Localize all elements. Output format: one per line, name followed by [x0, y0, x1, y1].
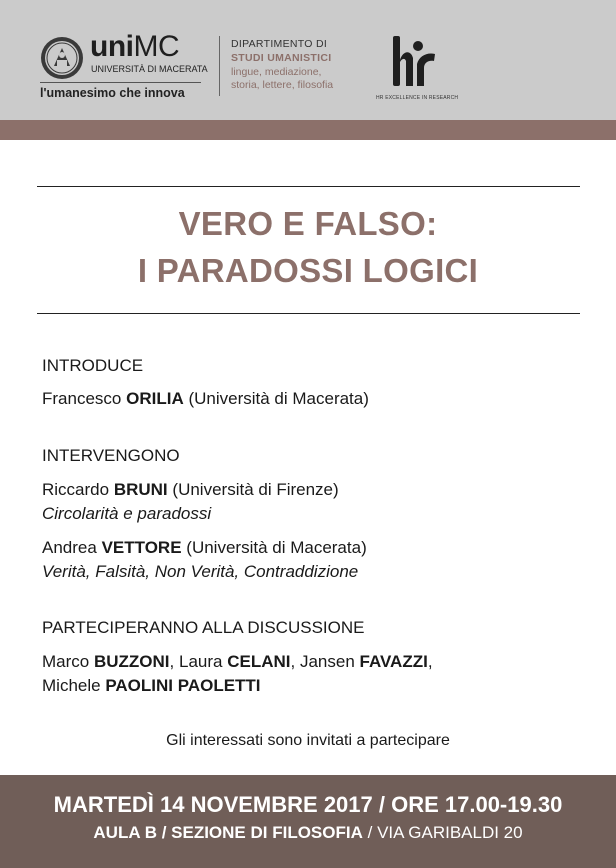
dept-line-3: lingue, mediazione, [231, 66, 322, 78]
discussants-line-2 [42, 676, 261, 696]
location-room: AULA B / SEZIONE DI FILOSOFIA [93, 823, 363, 842]
discussione-heading: PARTECIPERANNO ALLA DISCUSSIONE [42, 618, 365, 637]
introduce-heading: INTRODUCE [42, 356, 144, 375]
discussant-4-first: Michele [42, 676, 101, 695]
speaker-1-talk-title: Circolarità e paradossi [42, 504, 212, 523]
title-rule-bottom [37, 313, 580, 314]
dept-line-2: STUDI UMANISTICI [231, 52, 332, 64]
introducer-affiliation: (Università di Macerata) [188, 389, 369, 408]
discussant-1-last: BUZZONI [93, 652, 170, 671]
speaker-1-affiliation: (Università di Firenze) [172, 480, 339, 499]
title-line-2: I PARADOSSI LOGICI [137, 252, 479, 289]
introducer-last: ORILIA [126, 389, 184, 408]
motto: l'umanesimo che innova [40, 86, 185, 100]
speaker-1-last: BRUNI [113, 480, 168, 499]
discussant-2-first: Laura [178, 652, 223, 671]
introducer [42, 389, 369, 409]
wordmark-divider [40, 82, 201, 83]
university-name: UNIVERSITÀ DI MACERATA [91, 64, 208, 74]
speaker-2-affiliation: (Università di Macerata) [186, 538, 367, 557]
intervengono-heading: INTERVENGONO [42, 446, 180, 465]
title-rule-top [37, 186, 580, 187]
invitation-note: Gli interessati sono invitati a partecipare [166, 732, 450, 749]
introducer-first: Francesco [42, 389, 122, 408]
discussant-3-first: Jansen [299, 652, 355, 671]
brand-bold: uni [90, 30, 134, 63]
event-location [0, 823, 616, 843]
hr-excellence-logo-icon [387, 34, 439, 88]
header-accent-stripe [0, 120, 616, 140]
event-title [0, 200, 616, 294]
speaker-2-first: Andrea [42, 538, 97, 557]
dept-line-4: storia, lettere, filosofia [231, 79, 334, 91]
event-datetime: MARTEDÌ 14 NOVEMBRE 2017 / ORE 17.00-19.30 [53, 792, 563, 817]
speaker-2-talk-title: Verità, Falsità, Non Verità, Contraddizione [42, 562, 359, 581]
speaker-1 [42, 480, 339, 500]
discussant-2-last: CELANI [227, 652, 291, 671]
discussant-3-last: FAVAZZI [359, 652, 428, 671]
speaker-2-talk [42, 562, 358, 582]
speaker-1-talk [42, 504, 211, 524]
speaker-2-last: VETTORE [101, 538, 182, 557]
footer-band [0, 775, 616, 868]
dept-subtitle [231, 66, 381, 92]
title-line-1: VERO E FALSO: [178, 205, 438, 242]
header-separator [219, 36, 220, 96]
university-seal-icon [40, 36, 84, 80]
hr-caption: HR EXCELLENCE IN RESEARCH [376, 95, 459, 101]
discussant-4-last: PAOLINI PAOLETTI [105, 676, 261, 695]
speaker-1-first: Riccardo [42, 480, 110, 499]
location-address: / VIA GARIBALDI 20 [367, 823, 523, 842]
university-wordmark [90, 32, 179, 62]
discussant-1-first: Marco [42, 652, 90, 671]
discussants-line-1: Marco BUZZONI, Laura CELANI, Jansen FAVAZZI, [42, 652, 433, 671]
speaker-2 [42, 538, 367, 558]
dept-line-1: DIPARTIMENTO DI [231, 38, 328, 50]
brand-light: MC [133, 30, 180, 63]
